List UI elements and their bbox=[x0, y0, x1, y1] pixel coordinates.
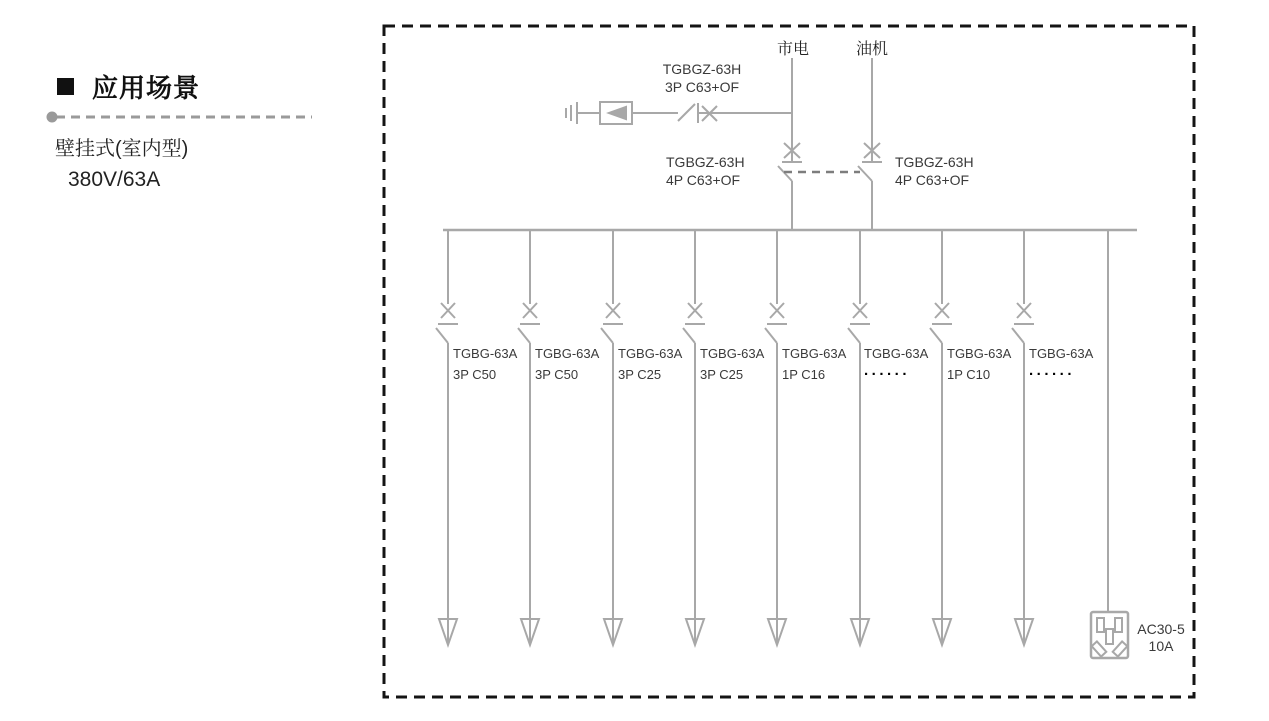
section-header bbox=[57, 68, 200, 105]
ats-left-label bbox=[666, 153, 745, 189]
product-type-text: 壁挂式(室内型) bbox=[55, 138, 189, 160]
rating-text: 380V/63A bbox=[68, 168, 161, 191]
feeder-line-4 bbox=[683, 230, 705, 645]
feeder-model: TGBG-63A bbox=[453, 346, 518, 361]
feeder-rating: 1P C10 bbox=[947, 367, 991, 382]
feeder-model: TGBG-63A bbox=[535, 346, 600, 361]
feeder-label-3 bbox=[618, 346, 682, 382]
socket-outlet-icon bbox=[1091, 612, 1128, 658]
socket-branch bbox=[1091, 230, 1128, 658]
socket-label bbox=[1131, 621, 1191, 655]
feeder-rating-ellipsis: ...... bbox=[1029, 362, 1076, 379]
surge-arrester-icon bbox=[600, 102, 632, 124]
feeder-model: TGBG-63A bbox=[782, 346, 847, 361]
feeder-label-6 bbox=[864, 346, 928, 378]
ground-icon bbox=[566, 102, 577, 124]
ats-breaker-mains bbox=[778, 58, 802, 230]
ats-left-rating: 4P C63+OF bbox=[666, 172, 741, 188]
feeder-line-2 bbox=[518, 230, 540, 645]
section-divider bbox=[47, 112, 313, 123]
feeder-model: TGBG-63A bbox=[618, 346, 683, 361]
feeder-line-5 bbox=[765, 230, 787, 645]
feeder-label-2 bbox=[535, 346, 599, 382]
feeder-rating-ellipsis: ...... bbox=[864, 362, 911, 379]
spd-breaker-rating: 3P C63+OF bbox=[664, 79, 740, 95]
spd-breaker-label bbox=[650, 60, 754, 96]
ats-right-label bbox=[895, 153, 974, 189]
feeder-line-3 bbox=[601, 230, 623, 645]
feeder-line-8 bbox=[1012, 230, 1034, 645]
feeder-model: TGBG-63A bbox=[947, 346, 1012, 361]
square-bullet-icon bbox=[57, 78, 74, 95]
feeder-model: TGBG-63A bbox=[700, 346, 765, 361]
spd-breaker-model: TGBGZ-63H bbox=[662, 61, 742, 77]
feeder-label-1 bbox=[453, 346, 517, 382]
socket-model: AC30-5 bbox=[1137, 621, 1185, 637]
mains-source-label: 市电 bbox=[776, 41, 809, 58]
ats-right-model: TGBGZ-63H bbox=[895, 154, 974, 170]
feeder-rating: 3P C25 bbox=[700, 367, 744, 382]
feeder-label-7 bbox=[947, 346, 1011, 382]
feeder-line-6 bbox=[848, 230, 870, 645]
feeder-model: TGBG-63A bbox=[1029, 346, 1094, 361]
feeder-model: TGBG-63A bbox=[864, 346, 929, 361]
ats-breaker-generator bbox=[858, 58, 882, 230]
ats-left-model: TGBGZ-63H bbox=[666, 154, 745, 170]
feeder-label-4 bbox=[700, 346, 764, 382]
spd-branch bbox=[566, 102, 792, 124]
generator-source-label: 油机 bbox=[855, 41, 888, 58]
feeder-rating: 3P C50 bbox=[453, 367, 497, 382]
feeder-rating: 3P C25 bbox=[618, 367, 662, 382]
feeder-label-5 bbox=[782, 346, 846, 382]
feeder-rating: 3P C50 bbox=[535, 367, 579, 382]
ats-right-rating: 4P C63+OF bbox=[895, 172, 970, 188]
feeder-label-8 bbox=[1029, 346, 1093, 378]
page-title: 应用场景 bbox=[92, 73, 201, 103]
feeder-rating: 1P C16 bbox=[782, 367, 826, 382]
feeder-line-1 bbox=[436, 230, 458, 645]
feeder-line-7 bbox=[930, 230, 952, 645]
socket-rating: 10A bbox=[1148, 638, 1174, 654]
